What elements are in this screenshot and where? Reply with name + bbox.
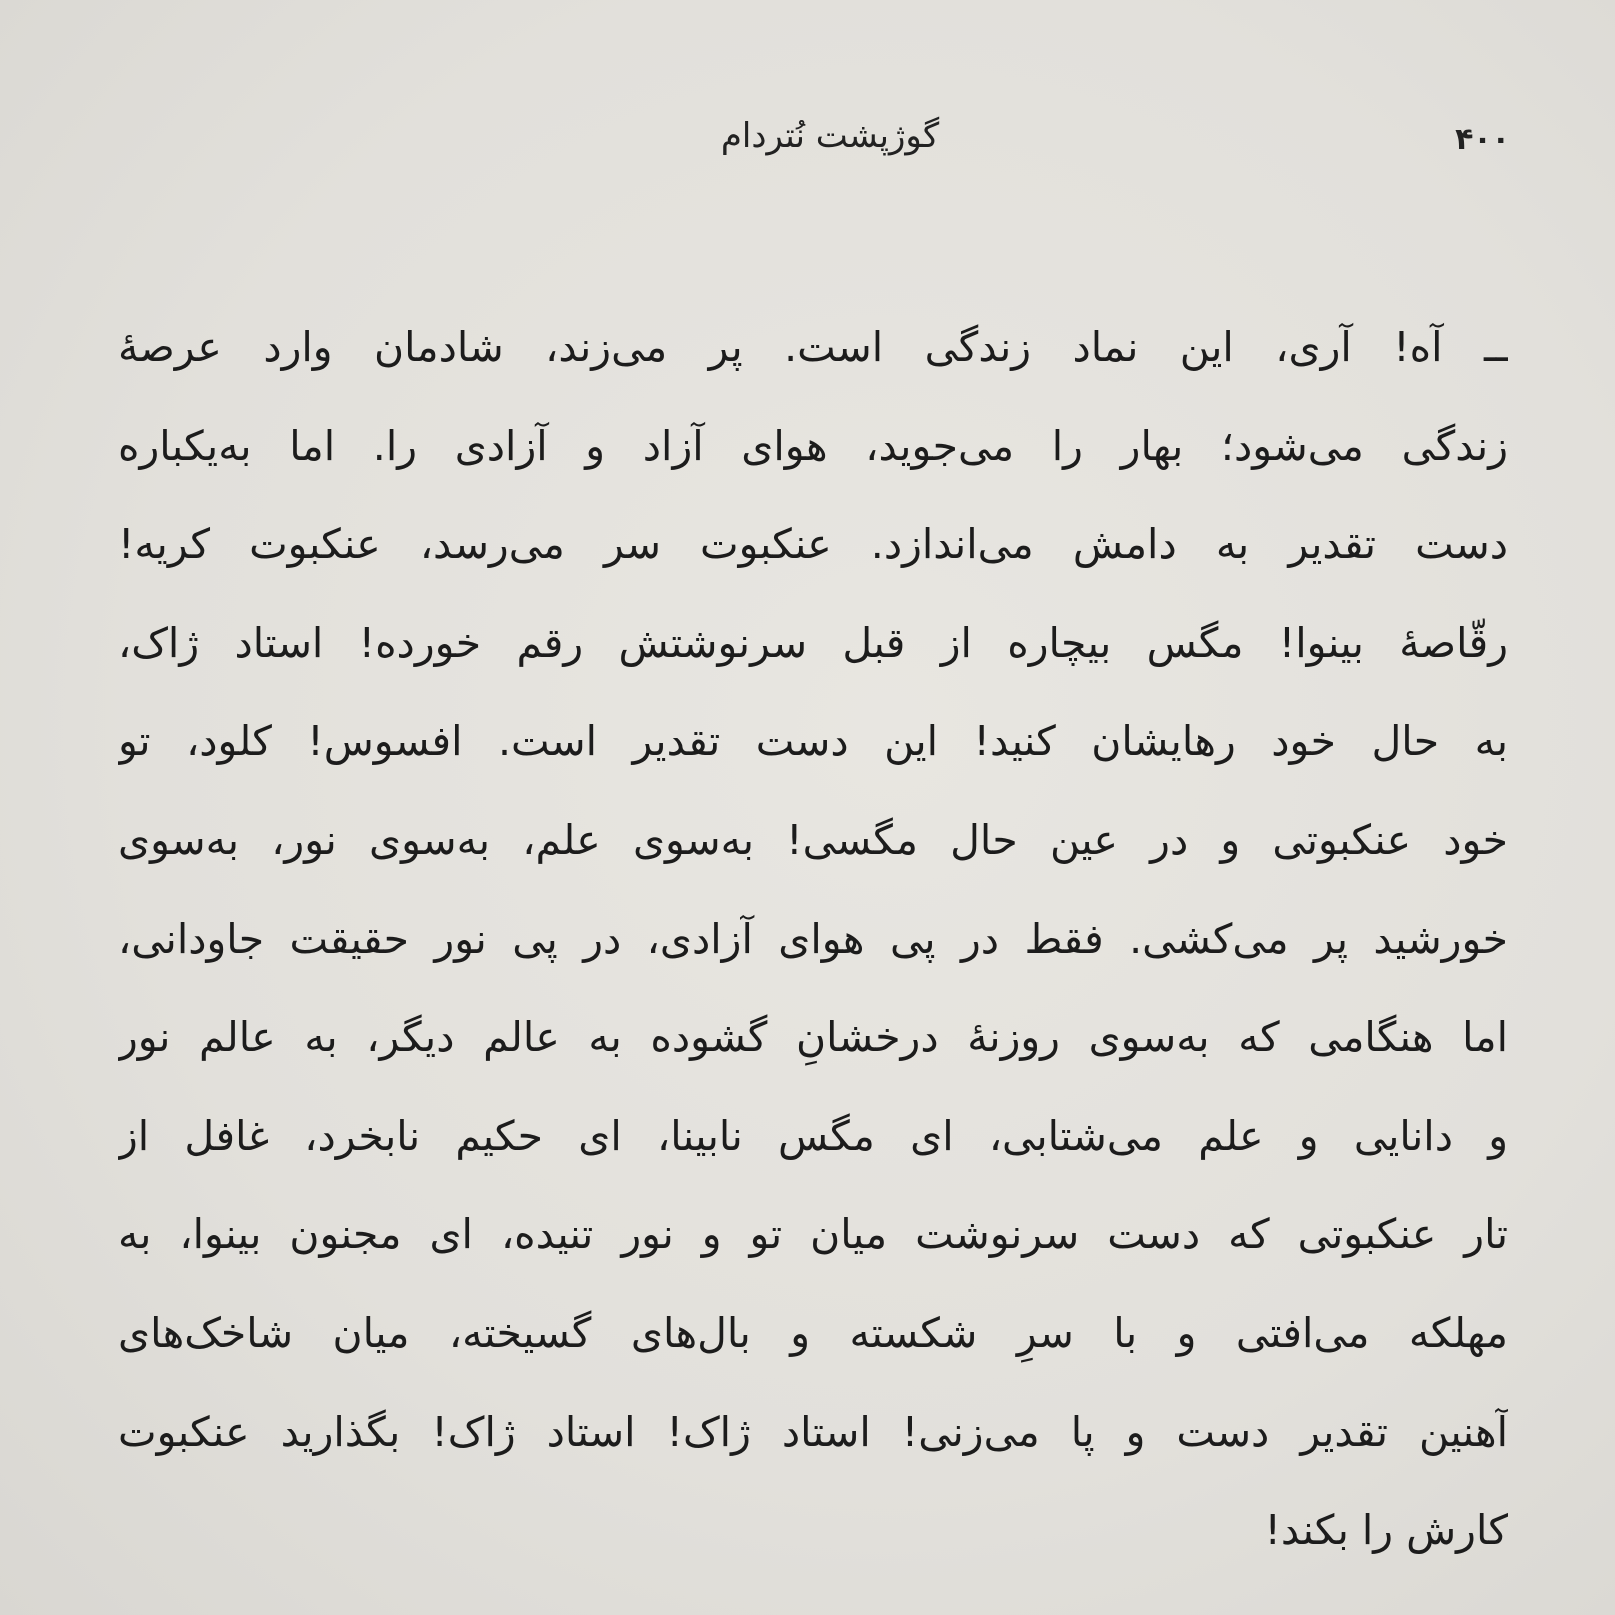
text-line: زندگی می‌شود؛ بهار را می‌جوید، هوای آزاد و آزادی را. اما به‌یکباره bbox=[118, 421, 1508, 470]
text-line: دست تقدیر به دامش می‌اندازد. عنکبوت سر می‌رسد، عنکبوت کریه! bbox=[118, 520, 1508, 569]
running-title: گوژپشت نُتردام bbox=[720, 116, 940, 156]
page-number: ۴۰۰ bbox=[1455, 122, 1510, 157]
text-line: به حال خود رهایشان کنید! این دست تقدیر است. افسوس! کلود، تو bbox=[118, 717, 1508, 766]
text-line: مهلکه می‌افتی و با سرِ شکسته و بال‌های گسیخته، میان شاخک‌های bbox=[118, 1308, 1508, 1357]
text-line: خود عنکبوتی و در عین حال مگسی! به‌سوی علم، به‌سوی نور، به‌سوی bbox=[118, 815, 1508, 864]
page-header bbox=[150, 108, 1510, 168]
text-line: رقّاصهٔ بینوا! مگس بیچاره از قبل سرنوشتش رقم خورده! استاد ژاک، bbox=[118, 618, 1508, 667]
body-text bbox=[118, 298, 1508, 1580]
text-line: خورشید پر می‌کشی. فقط در پی هوای آزادی، در پی نور حقیقت جاودانی، bbox=[118, 914, 1508, 963]
text-line: و دانایی و علم می‌شتابی، ای مگس نابینا، ای حکیم نابخرد، غافل از bbox=[118, 1111, 1508, 1160]
text-line: کارش را بکند! bbox=[1264, 1506, 1508, 1555]
text-line: آهنین تقدیر دست و پا می‌زنی! استاد ژاک! استاد ژاک! بگذارید عنکبوت bbox=[118, 1407, 1508, 1456]
text-line: تار عنکبوتی که دست سرنوشت میان تو و نور تنیده، ای مجنون بینوا، به bbox=[118, 1210, 1508, 1259]
text-line: ــ آه! آری، این نماد زندگی است. پر می‌زند، شادمان وارد عرصهٔ bbox=[118, 323, 1508, 371]
text-line: اما هنگامی که به‌سوی روزنهٔ درخشانِ گشوده به عالم دیگر، به عالم نور bbox=[118, 1013, 1508, 1062]
